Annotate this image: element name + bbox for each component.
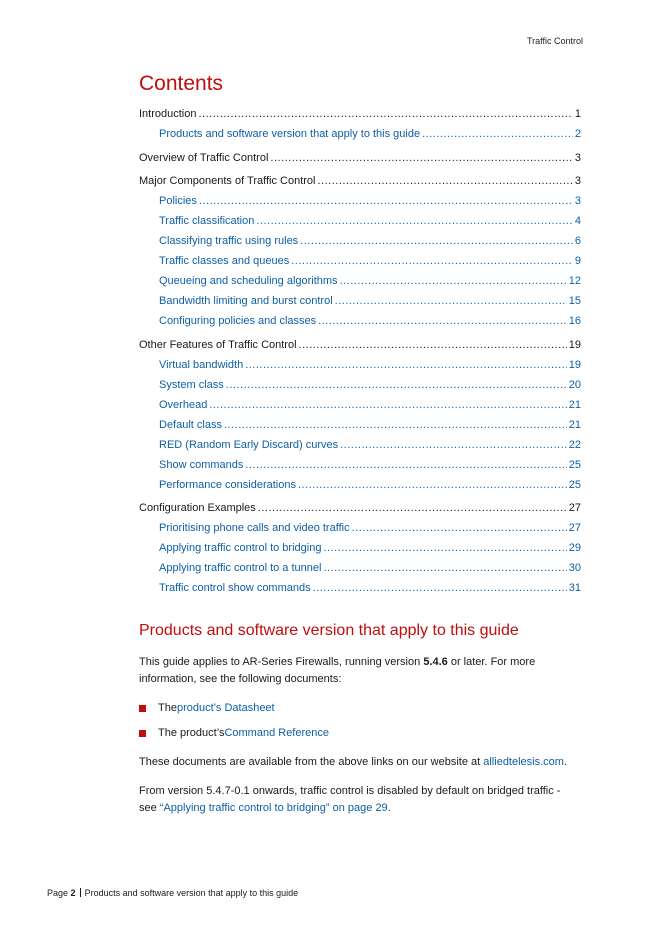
toc-entry-text: Virtual bandwidth: [159, 358, 244, 371]
toc-entry[interactable]: [139, 104, 581, 124]
page-content: [139, 72, 581, 829]
toc-entry[interactable]: [139, 271, 581, 291]
note-paragraph: From version 5.4.7-0.1 onwards, traffic control is disabled by default on bridged traffic - see “Applying traffic control to bridging” on page 29.: [139, 785, 561, 814]
toc-entry-text: Overview of Traffic Control: [139, 151, 269, 164]
toc-leader-dots: [245, 455, 566, 475]
toc-entry[interactable]: [139, 558, 581, 578]
toc-entry-text: Traffic control show commands: [159, 582, 311, 594]
running-header: Traffic Control: [526, 36, 583, 46]
toc-entry-page: 25: [568, 478, 581, 491]
toc-entry[interactable]: [139, 191, 581, 211]
toc-entry-text: Show commands: [159, 458, 244, 471]
toc-leader-dots: [291, 251, 573, 271]
toc-entry-page: 3: [574, 175, 581, 187]
toc-entry[interactable]: [139, 231, 581, 251]
toc-entry[interactable]: [139, 578, 581, 598]
toc-leader-dots: [422, 124, 573, 144]
toc-leader-dots: [299, 335, 567, 355]
toc-entry[interactable]: [139, 455, 581, 475]
toc-leader-dots: [317, 171, 572, 191]
toc-entry-page: 2: [574, 128, 581, 140]
toc-entry-page: 21: [568, 398, 581, 411]
toc-entry-page: 4: [574, 215, 581, 227]
toc-entry-page: 30: [568, 562, 581, 574]
toc-entry-text: Performance considerations: [159, 478, 296, 491]
toc-entry-text: Bandwidth limiting and burst control: [159, 295, 333, 307]
toc-leader-dots: [340, 435, 567, 455]
section-title: Products and software version that apply to this guide: [139, 622, 519, 639]
toc-leader-dots: [313, 578, 567, 598]
website-paragraph: These documents are available from the above links on our website at alliedtelesis.com.: [139, 756, 568, 768]
toc-entry-page: 22: [568, 438, 581, 451]
toc-entry[interactable]: [139, 124, 581, 144]
command-reference-link[interactable]: Command Reference: [224, 727, 330, 739]
toc-entry-text: Applying traffic control to bridging: [159, 542, 322, 554]
toc-leader-dots: [245, 355, 567, 375]
toc-entry[interactable]: [139, 311, 581, 331]
toc-entry-page: 29: [568, 542, 581, 554]
toc-entry-page: 27: [568, 522, 581, 534]
toc-leader-dots: [226, 375, 567, 395]
footer-divider: [80, 888, 81, 897]
toc-leader-dots: [198, 104, 572, 124]
version-number: 5.4.6: [423, 656, 448, 668]
toc-entry-page: 25: [568, 458, 581, 471]
toc-entry[interactable]: [139, 171, 581, 191]
toc-entry[interactable]: [139, 148, 581, 168]
document-list: [139, 700, 581, 742]
toc-entry-page: 6: [574, 235, 581, 247]
toc-entry[interactable]: [139, 355, 581, 375]
toc-entry[interactable]: [139, 211, 581, 231]
bullet-square-icon: [139, 730, 146, 737]
toc-entry-text: Introduction: [139, 108, 197, 120]
toc-entry-text: Configuration Examples: [139, 502, 256, 514]
toc-entry[interactable]: [139, 291, 581, 311]
bridging-reference-link[interactable]: “Applying traffic control to bridging” on page 29: [159, 802, 388, 814]
toc-leader-dots: [318, 311, 567, 331]
toc-leader-dots: [340, 271, 567, 291]
toc-entry[interactable]: [139, 498, 581, 518]
toc-entry-text: Products and software version that apply to this guide: [159, 128, 421, 140]
toc-entry-text: Traffic classification: [159, 215, 255, 227]
toc-entry-text: Traffic classes and queues: [159, 255, 290, 267]
toc-entry-page: 15: [568, 295, 581, 307]
list-item: The product’s Datasheet: [139, 700, 581, 717]
toc-entry[interactable]: [139, 435, 581, 455]
page-footer: Page 2 Products and software version that apply to this guide: [47, 888, 299, 898]
toc-entry[interactable]: [139, 415, 581, 435]
website-link[interactable]: alliedtelesis.com: [483, 756, 564, 768]
toc-leader-dots: [352, 518, 567, 538]
toc-entry-text: Configuring policies and classes: [159, 315, 317, 327]
toc-entry-page: 3: [574, 151, 581, 164]
toc-entry-page: 16: [568, 315, 581, 327]
toc-entry-page: 9: [574, 255, 581, 267]
toc-entry-page: 19: [568, 338, 581, 351]
toc-entry-page: 21: [568, 418, 581, 431]
toc-entry-page: 27: [568, 502, 581, 514]
toc-entry-page: 12: [568, 275, 581, 287]
toc-entry-page: 20: [568, 378, 581, 391]
toc-entry-text: System class: [159, 378, 224, 391]
toc-entry-text: Major Components of Traffic Control: [139, 175, 316, 187]
list-item: The product’s Command Reference: [139, 725, 581, 742]
toc-entry-page: 1: [574, 108, 581, 120]
toc-entry[interactable]: [139, 375, 581, 395]
toc-leader-dots: [258, 498, 567, 518]
toc-entry[interactable]: [139, 475, 581, 495]
toc-entry-page: 19: [568, 358, 581, 371]
toc-leader-dots: [256, 211, 573, 231]
toc-leader-dots: [298, 475, 567, 495]
toc-leader-dots: [323, 538, 566, 558]
toc-entry-text: RED (Random Early Discard) curves: [159, 438, 339, 451]
toc-entry-text: Other Features of Traffic Control: [139, 338, 297, 351]
toc-entry-text: Overhead: [159, 398, 208, 411]
footer-title: Products and software version that apply to this guide: [84, 888, 299, 898]
bullet-square-icon: [139, 705, 146, 712]
toc-entry-page: 31: [568, 582, 581, 594]
toc-title: Contents: [139, 72, 224, 95]
toc-entry-text: Classifying traffic using rules: [159, 235, 299, 247]
toc-entry[interactable]: [139, 538, 581, 558]
toc-leader-dots: [209, 395, 566, 415]
toc-entry[interactable]: [139, 251, 581, 271]
toc-entry-text: Prioritising phone calls and video traffic: [159, 522, 350, 534]
toc-leader-dots: [323, 558, 566, 578]
toc-entry[interactable]: [139, 395, 581, 415]
page-number: 2: [70, 888, 76, 898]
table-of-contents: [139, 104, 581, 598]
toc-leader-dots: [335, 291, 567, 311]
toc-leader-dots: [224, 415, 567, 435]
toc-entry-text: Default class: [159, 418, 222, 431]
toc-entry-text: Applying traffic control to a tunnel: [159, 562, 322, 574]
toc-entry[interactable]: [139, 518, 581, 538]
toc-entry-text: Policies: [159, 195, 197, 207]
toc-leader-dots: [270, 148, 572, 168]
intro-paragraph: This guide applies to AR-Series Firewalls, running version 5.4.6 or later. For more information, see the following documents:: [139, 656, 536, 685]
toc-entry[interactable]: [139, 335, 581, 355]
datasheet-link[interactable]: product’s Datasheet: [176, 702, 275, 714]
toc-entry-text: Queueing and scheduling algorithms: [159, 275, 338, 287]
toc-entry-page: 3: [574, 195, 581, 207]
toc-leader-dots: [300, 231, 573, 251]
toc-leader-dots: [199, 191, 573, 211]
